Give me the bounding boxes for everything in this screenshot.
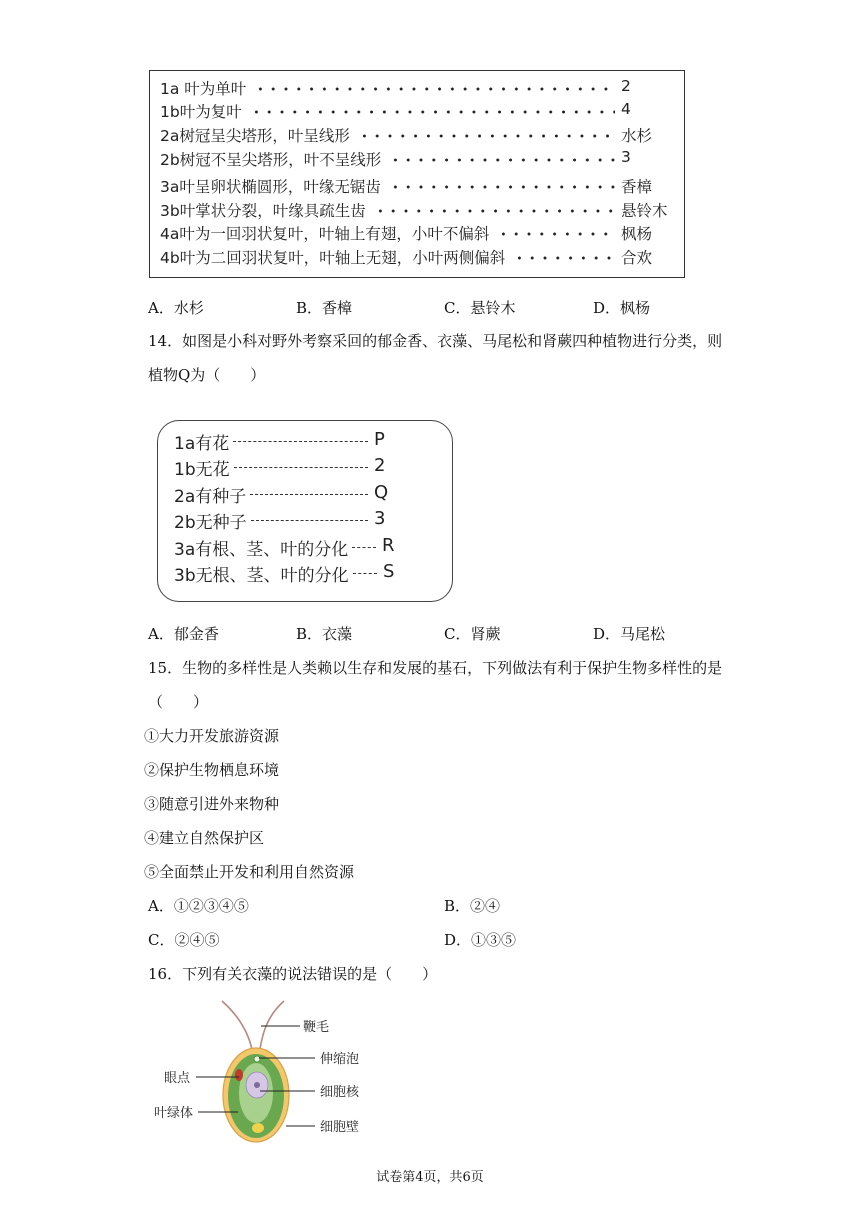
q15-stem-line1: 15．生物的多样性是人类赖以生存和发展的基石，下列做法有利于保护生物多样性的是 [148, 659, 723, 677]
flagellum-left [222, 1001, 253, 1055]
key-row-label: 2b无种子 [174, 513, 247, 533]
key-row-label: 2b树冠不呈尖塔形，叶不呈线形 [160, 151, 382, 169]
q15-option-d[interactable]: D．①③⑤ [444, 931, 517, 949]
q16-stem: 16．下列有关衣藻的说法错误的是（ ） [148, 965, 438, 983]
q14-option-d[interactable]: D．马尾松 [593, 625, 666, 643]
key-row-dots [374, 209, 615, 213]
key-row-dots [389, 158, 615, 162]
key-row-dots [497, 232, 615, 236]
key-row-dots [250, 110, 615, 114]
q13-option-c[interactable]: C．悬铃木 [444, 299, 516, 317]
q13-option-d[interactable]: D．枫杨 [593, 299, 651, 317]
q15-item: ①大力开发旅游资源 [144, 727, 280, 745]
nucleolus-shape [254, 1082, 260, 1088]
q14-option-c[interactable]: C．肾蕨 [444, 625, 501, 643]
q14-option-a[interactable]: A．郁金香 [148, 625, 219, 643]
key-row-result: 4 [621, 100, 631, 118]
q14-option-b[interactable]: B．衣藻 [296, 625, 353, 643]
key-row-label: 3b无根、茎、叶的分化 [174, 566, 349, 586]
key-row-dots [254, 87, 615, 91]
key-row-dashes [233, 441, 368, 442]
q13-option-b[interactable]: B．香樟 [296, 299, 353, 317]
key-row [160, 246, 680, 270]
key-row-result: 香樟 [621, 178, 653, 196]
key-row-result: 2 [621, 77, 631, 95]
key-row-result: 合欢 [621, 249, 653, 267]
contractile-vacuole-shape [254, 1056, 260, 1062]
key-row-dashes [251, 520, 368, 521]
q15-item: ④建立自然保护区 [144, 829, 265, 847]
key-row-dashes [352, 547, 376, 548]
q15-stem-line2: （ ） [148, 693, 209, 711]
key-row-label: 1a有花 [174, 434, 230, 454]
chlamydomonas-diagram [154, 995, 400, 1145]
q14-stem-line1: 14．如图是小科对野外考察采回的郁金香、衣藻、马尾松和肾蕨四种植物进行分类，则 [148, 332, 723, 350]
key-row-label: 1b叶为复叶 [160, 103, 242, 121]
flagellum-right [259, 1001, 284, 1055]
pyrenoid-shape [252, 1123, 264, 1133]
eyespot-shape [235, 1069, 243, 1081]
q15-option-c[interactable]: C．②④⑤ [148, 931, 220, 949]
label-cell-wall: 细胞壁 [320, 1120, 360, 1135]
key-row-dots [389, 185, 615, 189]
q13-option-a[interactable]: A．水杉 [148, 299, 204, 317]
label-eyespot: 眼点 [164, 1071, 191, 1086]
key-row-result: S [383, 561, 395, 582]
key-row-label: 2a有种子 [174, 487, 247, 507]
q14-stem-line2: 植物Q为（ ） [148, 366, 266, 384]
key-row [160, 124, 680, 148]
key-row-label: 3a有根、茎、叶的分化 [174, 540, 349, 560]
key-row-label: 2a树冠呈尖塔形，叶呈线形 [160, 127, 350, 145]
key-row [160, 222, 680, 246]
key-row-result: 2 [374, 455, 386, 476]
key-row [160, 77, 680, 101]
key-row-result: 悬铃木 [621, 202, 668, 220]
q15-item: ②保护生物栖息环境 [144, 761, 280, 779]
label-chloroplast: 叶绿体 [154, 1106, 194, 1121]
key-row-label: 3a叶呈卵状椭圆形，叶缘无锯齿 [160, 178, 381, 196]
page-footer: 试卷第4页，共6页 [376, 1170, 484, 1185]
key-row [160, 175, 680, 199]
key-row [160, 199, 680, 223]
key-row-dashes [250, 494, 368, 495]
key-row-result: P [374, 429, 385, 450]
key-row-label: 4a叶为一回羽状复叶，叶轴上有翅，小叶不偏斜 [160, 225, 490, 243]
key-row-label: 1b无花 [174, 460, 230, 480]
q15-option-a[interactable]: A．①②③④⑤ [148, 897, 249, 915]
dichotomous-key-box-q13 [149, 70, 685, 278]
key-row-result: 水杉 [621, 127, 653, 145]
key-row-result: 3 [621, 148, 631, 166]
key-row [160, 148, 680, 172]
q15-item: ⑤全面禁止开发和利用自然资源 [144, 863, 355, 881]
dichotomous-key-box-q14 [157, 420, 453, 602]
label-nucleus: 细胞核 [320, 1085, 360, 1100]
key-row [160, 100, 680, 124]
key-row-result: 枫杨 [621, 225, 653, 243]
key-row-dashes [353, 573, 377, 574]
q15-option-b[interactable]: B．②④ [444, 897, 501, 915]
key-row-label: 1a 叶为单叶 [160, 80, 247, 98]
q15-item: ③随意引进外来物种 [144, 795, 280, 813]
key-row-result: 3 [374, 508, 386, 529]
key-row-label: 3b叶掌状分裂，叶缘具疏生齿 [160, 202, 366, 220]
key-row-label: 4b叶为二回羽状复叶，叶轴上无翅，小叶两侧偏斜 [160, 249, 506, 267]
key-row-dots [513, 256, 615, 260]
key-row-result: Q [374, 482, 389, 503]
key-row-result: R [382, 535, 395, 556]
key-row-dots [358, 134, 615, 138]
key-row-dashes [234, 467, 368, 468]
label-flagella: 鞭毛 [303, 1020, 330, 1035]
label-contractile-vacuole: 伸缩泡 [320, 1052, 360, 1067]
